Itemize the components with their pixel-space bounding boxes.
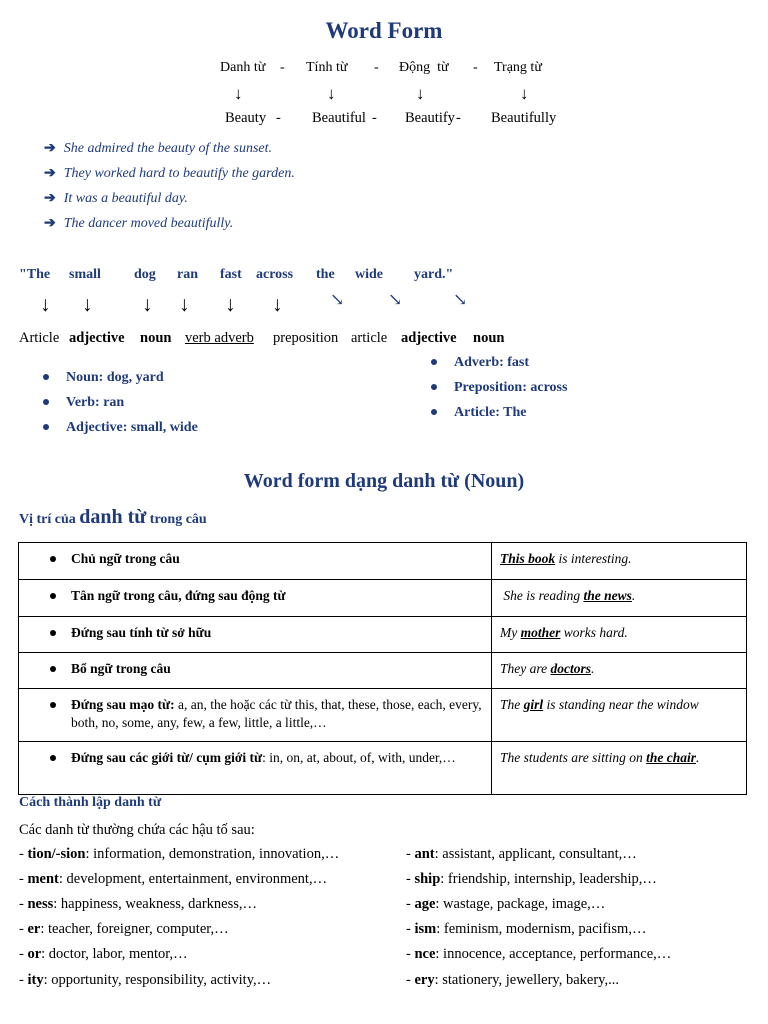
example-text: The dancer moved beautifully. — [63, 216, 234, 231]
form-noun: Beauty — [225, 110, 267, 126]
bullet-item: Article: The — [431, 405, 526, 421]
table-row: Đứng sau mạo từ: a, an, the hoặc các từ this, that, these, those, each, every, both, no, some, any, few, a few, little, a little,… The girl is standing near the window — [19, 689, 747, 742]
bullet-icon — [50, 702, 56, 708]
down-arrow-icon: ↓ — [272, 292, 283, 316]
suffix-item: - er: teacher, foreigner, computer,… — [19, 921, 229, 937]
bullet-icon — [50, 666, 56, 672]
noun-position-table — [18, 542, 747, 795]
table-row: Đứng sau các giới từ/ cụm giới từ: in, on, at, about, of, with, under,… The students are sitting on the chair. — [19, 742, 747, 795]
diagonal-arrow-icon: ↘ — [388, 290, 403, 309]
role-adjective: adjective — [69, 330, 125, 346]
sentence-word: wide — [355, 267, 383, 282]
suffix-item: - ism: feminism, modernism, pacifism,… — [406, 921, 647, 937]
pos-adverb: Trạng từ — [494, 60, 542, 75]
table-row: Chủ ngữ trong câu This book is interesting. — [19, 543, 747, 580]
bullet-item: Adverb: fast — [431, 355, 529, 371]
formation-intro: Các danh từ thường chứa các hậu tố sau: — [19, 822, 255, 838]
bullet-item: Noun: dog, yard — [43, 370, 164, 386]
role-noun: noun — [140, 330, 172, 346]
right-arrow-icon: ➔ — [44, 191, 56, 206]
example-line — [44, 165, 295, 182]
example-line — [44, 190, 188, 207]
bullet-icon — [431, 384, 437, 390]
pos-noun: Danh từ — [220, 60, 266, 75]
bullet-icon — [43, 399, 49, 405]
example-text: It was a beautiful day. — [63, 191, 188, 206]
bullet-icon — [50, 593, 56, 599]
table-row: Bổ ngữ trong câu They are doctors. — [19, 653, 747, 689]
down-arrow-icon: ↓ — [520, 84, 529, 103]
example-line — [44, 140, 272, 157]
sentence-word: small — [69, 267, 101, 282]
suffix-item: - or: doctor, labor, mentor,… — [19, 946, 188, 962]
table-row: Đứng sau tính từ sở hữu My mother works hard. — [19, 617, 747, 653]
page-title: Word Form — [325, 18, 443, 43]
form-verb: Beautify — [405, 110, 455, 126]
role-preposition: preposition — [273, 330, 339, 346]
down-arrow-icon: ↓ — [234, 84, 243, 103]
suffix-item: - ity: opportunity, responsibility, activity,… — [19, 972, 272, 988]
suffix-item: - ship: friendship, internship, leadership,… — [406, 871, 657, 887]
formation-heading: Cách thành lập danh từ — [19, 795, 162, 810]
role-article-2: article — [351, 330, 388, 346]
position-heading: Vị trí của danh từ trong câu — [19, 506, 207, 528]
form-dash-2: - — [372, 110, 377, 126]
diagonal-arrow-icon: ↘ — [453, 290, 468, 309]
right-arrow-icon: ➔ — [44, 166, 56, 181]
example-text: She admired the beauty of the sunset. — [63, 141, 273, 156]
pos-dash-3: - — [473, 60, 478, 75]
pos-verb: Động từ — [399, 60, 449, 75]
suffix-item: - age: wastage, package, image,… — [406, 896, 606, 912]
sentence-word: the — [316, 267, 335, 282]
form-dash-3: - — [456, 110, 461, 126]
suffix-item: - ery: stationery, jewellery, bakery,... — [406, 972, 619, 988]
example-line — [44, 215, 233, 232]
sentence-word: ran — [177, 267, 198, 282]
pos-dash-2: - — [374, 60, 379, 75]
sentence-word: fast — [220, 267, 242, 282]
role-verb-adverb: verb adverb — [185, 330, 254, 346]
bullet-icon — [43, 424, 49, 430]
pos-adjective: Tính từ — [306, 60, 348, 75]
bullet-item: Verb: ran — [43, 395, 124, 411]
bullet-icon — [431, 409, 437, 415]
sentence-word: yard." — [414, 267, 454, 282]
suffix-item: - tion/-sion: information, demonstration, innovation,… — [19, 846, 340, 862]
pos-dash-1: - — [280, 60, 285, 75]
example-text: They worked hard to beautify the garden. — [63, 166, 295, 181]
section-title: Word form dạng danh từ (Noun) — [243, 470, 525, 492]
bullet-icon — [431, 359, 437, 365]
bullet-item: Adjective: small, wide — [43, 420, 198, 436]
form-dash-1: - — [276, 110, 281, 126]
bullet-item: Preposition: across — [431, 380, 567, 396]
diagonal-arrow-icon: ↘ — [330, 290, 345, 309]
down-arrow-icon: ↓ — [327, 84, 336, 103]
suffix-item: - ment: development, entertainment, environment,… — [19, 871, 328, 887]
suffix-item: - ant: assistant, applicant, consultant,… — [406, 846, 637, 862]
form-adverb: Beautifully — [491, 110, 557, 126]
suffix-item: - ness: happiness, weakness, darkness,… — [19, 896, 258, 912]
bullet-icon — [50, 630, 56, 636]
form-adjective: Beautiful — [312, 110, 366, 126]
down-arrow-icon: ↓ — [416, 84, 425, 103]
suffix-item: - nce: innocence, acceptance, performance,… — [406, 946, 672, 962]
right-arrow-icon: ➔ — [44, 216, 56, 231]
bullet-icon — [50, 755, 56, 761]
role-noun-2: noun — [473, 330, 505, 346]
bullet-icon — [50, 556, 56, 562]
role-article: Article — [19, 330, 60, 346]
down-arrow-icon: ↓ — [40, 292, 51, 316]
sentence-word: across — [256, 267, 294, 282]
down-arrow-icon: ↓ — [142, 292, 153, 316]
table-row: Tân ngữ trong câu, đứng sau động từ She is reading the news. — [19, 580, 747, 617]
sentence-word: dog — [134, 267, 156, 282]
right-arrow-icon: ➔ — [44, 141, 56, 156]
sentence-word: "The — [19, 267, 51, 282]
down-arrow-icon: ↓ — [179, 292, 190, 316]
down-arrow-icon: ↓ — [225, 292, 236, 316]
role-adjective-2: adjective — [401, 330, 457, 346]
bullet-icon — [43, 374, 49, 380]
down-arrow-icon: ↓ — [82, 292, 93, 316]
